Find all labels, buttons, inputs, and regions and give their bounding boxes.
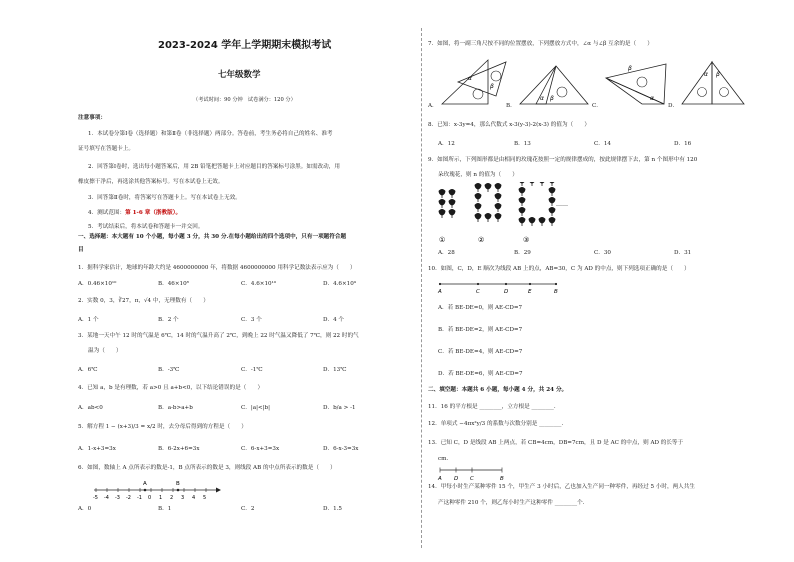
q9-rose-pattern	[436, 182, 576, 244]
segment-point-label: A	[438, 289, 442, 295]
q9-option-d[interactable]: D．31	[674, 250, 692, 256]
ruler-hole	[491, 71, 501, 81]
segment-point	[529, 283, 531, 285]
ruler-hole	[637, 77, 647, 87]
q9-stem-1: 9．如图所示，下列图形都是由相同的玫瑰花按照一定的规律摆成的，按此规律摆下去，第 n 个图形中有 120	[428, 157, 698, 163]
rose-flower	[439, 189, 446, 198]
segment-point	[505, 283, 507, 285]
q2-stem: 2．实数 0，3，∛27，π，√4 中，无理数有（ ）	[78, 298, 209, 304]
pattern-ellipsis: ……	[556, 201, 568, 208]
rose-flower	[495, 203, 502, 212]
note-2b: 橡皮擦干净后，再选涂其他答案标号。写在本试卷上无效。	[78, 179, 224, 185]
q9-option-a[interactable]: A．28	[438, 250, 455, 256]
note-4	[88, 210, 181, 217]
number-line-tick-label: 1	[159, 495, 163, 501]
q2-option-a[interactable]: A．1 个	[78, 317, 99, 323]
rose-flower	[519, 187, 526, 196]
rose-flower	[495, 193, 502, 202]
notes-heading: 注意事项：	[78, 115, 106, 121]
q7-figure-b	[516, 56, 592, 110]
q4-option-c[interactable]: C．|a|<|b|	[241, 405, 271, 411]
q10-segment-figure	[436, 278, 562, 298]
figure-3-label: ③	[523, 236, 530, 244]
rose-flower	[449, 199, 456, 208]
rose-flower	[519, 197, 526, 206]
segment-point	[555, 283, 557, 285]
q6-option-d[interactable]: D．1.5	[323, 506, 342, 512]
rose-flower	[519, 217, 526, 226]
rose-flower	[475, 183, 482, 192]
q8-stem: 8．已知：x-3y=4，那么代数式 x-3(y-3)-2(x-3) 的值为（ ）	[428, 122, 590, 128]
number-line-tick-label: 2	[170, 495, 174, 501]
q2-option-c[interactable]: C．3 个	[241, 317, 262, 323]
rose-flower	[539, 217, 546, 226]
rose-flowers	[439, 182, 556, 226]
q1-option-c[interactable]: C．4.6×10¹⁰	[241, 281, 277, 287]
rose-flower	[449, 189, 456, 198]
q4-option-a[interactable]: A．ab<0	[78, 405, 103, 411]
q2-option-b[interactable]: B．2 个	[158, 317, 179, 323]
rose-flower	[495, 213, 502, 222]
q3-option-b[interactable]: B．-3℃	[158, 367, 180, 373]
point-b-dot	[177, 489, 180, 492]
segment-point-label: B	[554, 289, 558, 295]
alpha-label: α	[468, 75, 472, 82]
number-line-tick-label: -2	[126, 495, 131, 501]
q10-option-c[interactable]: C．若 BE-DE=4，则 AE-CD=7	[438, 349, 523, 355]
segment-point-label: C	[476, 289, 480, 295]
number-line-tick-label: -3	[115, 495, 120, 501]
exam-title: 2023-2024 学年上学期期末模拟考试	[158, 40, 332, 51]
note-1b: 证号填写在答题卡上。	[78, 146, 134, 152]
triangle-ruler	[682, 62, 712, 104]
rose-flower	[439, 209, 446, 218]
rose-flower	[539, 182, 546, 186]
note-2a: 2．回答第Ⅰ卷时，选出每小题答案后，用 2B 铅笔把答题卡上对应题目的答案标号涂黑。如需改动，用	[88, 164, 340, 170]
q9-stem-2: 朵玫瑰花，则 n 的值为（ ）	[438, 172, 518, 178]
q6-option-c[interactable]: C．2	[241, 506, 255, 512]
number-line-arrow	[216, 488, 221, 493]
triangle-ruler	[442, 60, 488, 104]
number-line-tick-label: 5	[203, 495, 207, 501]
segment-point-label: D	[504, 289, 509, 295]
q6-option-b[interactable]: B．1	[158, 506, 172, 512]
beta-label: β	[628, 65, 632, 72]
q10-option-d[interactable]: D．若 BE-DE=6，则 AE-CD=7	[438, 371, 523, 377]
rose-flower	[475, 203, 482, 212]
q7-option-b[interactable]: B．	[506, 103, 516, 109]
rose-flower	[529, 182, 536, 186]
point-b-label: B	[176, 481, 180, 487]
q12-stem: 12．单项式 −4πx²y/3 的系数与次数分别是 ________.	[428, 421, 564, 427]
q14-stem-1: 14．甲每小时生产某种零件 15 个，甲生产 3 小时后，乙也加入生产同一种零件，再经过 5 小时，两人共生	[428, 484, 695, 490]
segment-point-label: B	[500, 476, 504, 482]
segment-points	[437, 283, 558, 295]
q5-option-c[interactable]: C．6-x+3=3x	[241, 446, 280, 452]
number-line-tick-label: -4	[104, 495, 109, 501]
alpha-label: α	[540, 95, 544, 102]
segment-point-label: C	[470, 476, 474, 482]
q5-stem: 5．解方程 1 − (x+3)/3 = x/2 时，去分母后得到的方程是（ ）	[78, 424, 247, 430]
rose-flower	[549, 197, 556, 206]
q1-option-d[interactable]: D．4.6×10⁹	[323, 281, 357, 287]
q10-option-a[interactable]: A．若 BE-DE=0，则 AE-CD=7	[438, 305, 523, 311]
rose-flower	[449, 209, 456, 218]
triangle-ruler	[712, 62, 744, 104]
q8-option-d[interactable]: D．16	[674, 141, 692, 147]
q4-stem: 4．已知 a，b 是有理数，若 a>0 且 a+b<0，以下结论错误的是（ ）	[78, 385, 264, 391]
rose-flower	[519, 182, 526, 186]
alpha-label: α	[704, 71, 708, 78]
number-line-tick-label: 0	[148, 495, 152, 501]
q13-stem-2: cm.	[438, 456, 449, 462]
q1-stem: 1．据科学家估计，地球的年龄大约是 4600000000 年，将数据 4600000000 用科学记数法表示应为（ ）	[78, 265, 356, 271]
segment-point	[477, 283, 479, 285]
q11-stem: 11．16 的平方根是 ________，立方根是 ________.	[428, 404, 556, 410]
q6-option-a[interactable]: A．0	[78, 506, 92, 512]
q8-option-c[interactable]: C．14	[594, 141, 611, 147]
q5-option-a[interactable]: A．1-x+3=3x	[78, 446, 116, 452]
q7-figure-a	[438, 56, 510, 110]
section2-heading: 二、填空题：本题共 6 小题，每小题 4 分，共 24 分。	[428, 387, 568, 393]
q13-stem-1: 13．已知 C，D 是线段 AB 上两点，若 CB=4cm，DB=7cm，且 D 是 AC 的中点，则 AD 的长等于	[428, 440, 684, 446]
alpha-label: α	[650, 95, 654, 102]
q6-stem: 6．如图，数轴上 A 点所表示的数是-1，B 点所表示的数是 3，则线段 AB 的中点所表示的数是（ ）	[78, 465, 336, 471]
q10-stem: 10．如图，C，D，E 顺次为线段 AB 上的点，AB=30，C 为 AD 的中点，则下列选项正确的是（ ）	[428, 266, 690, 272]
q7-option-d[interactable]: D．	[668, 103, 679, 109]
q10-option-b[interactable]: B．若 BE-DE=2，则 AE-CD=7	[438, 327, 523, 333]
triangle-ruler	[520, 66, 588, 104]
q3-stem-1: 3．某地一天中午 12 时的气温是 6℃，14 时的气温升高了 2℃，到晚上 22 时气温又降低了 7℃，则 22 时的气	[78, 333, 359, 339]
q3-option-a[interactable]: A．6℃	[78, 367, 98, 373]
rose-flower	[529, 217, 536, 226]
rose-flower	[475, 193, 482, 202]
q7-option-c[interactable]: C．	[592, 103, 602, 109]
triangle-ruler	[606, 64, 666, 104]
rose-flower	[475, 213, 482, 222]
segment-point-label: E	[528, 289, 532, 295]
q7-figure-d	[678, 56, 748, 110]
ruler-hole	[473, 89, 483, 99]
segment-point-label: A	[438, 476, 442, 482]
note-3: 3．回答第Ⅱ卷时，将答案写在答题卡上。写在本试卷上无效。	[88, 195, 241, 201]
exam-subject: 七年级数学	[218, 70, 261, 80]
section1-line2: 目	[78, 247, 84, 253]
q6-number-line	[92, 478, 222, 502]
rose-flower	[495, 183, 502, 192]
rose-flower	[549, 182, 556, 186]
q9-option-c[interactable]: C．30	[594, 250, 611, 256]
triangle-ruler	[606, 78, 664, 104]
segment-point	[439, 283, 441, 285]
q13-segment-figure	[436, 464, 506, 482]
q5-option-d[interactable]: D．6-x-3=3x	[323, 446, 359, 452]
ruler-hole	[720, 88, 729, 97]
q1-option-b[interactable]: B．46×10⁸	[158, 281, 189, 287]
figure-2-label: ②	[478, 236, 485, 244]
rose-flower	[549, 217, 556, 226]
point-a-label: A	[143, 481, 147, 487]
beta-label: β	[490, 83, 494, 90]
q3-option-c[interactable]: C．-1℃	[241, 367, 263, 373]
number-line-tick-label: -1	[137, 495, 142, 501]
beta-label: β	[550, 95, 554, 102]
number-line-tick-label: 4	[192, 495, 196, 501]
q7-option-a[interactable]: A．	[428, 103, 438, 109]
q5-option-b[interactable]: B．6-2x+6=3x	[158, 446, 200, 452]
number-line-tick-label: 3	[181, 495, 185, 501]
rose-flower	[485, 213, 492, 222]
q8-option-a[interactable]: A．12	[438, 141, 455, 147]
section1-line1: 一、选择题：本大题有 10 个小题，每小题 3 分，共 30 分.在每小题给出的四个选项中，只有一项题符合题	[78, 234, 347, 240]
rose-flower	[549, 207, 556, 216]
ruler-hole	[698, 88, 707, 97]
q3-option-d[interactable]: D．13℃	[323, 367, 347, 373]
number-line-tick-label: -5	[93, 495, 98, 501]
note-5: 5．考试结束后，将本试卷和答题卡一并交回。	[88, 224, 204, 230]
column-divider	[421, 28, 422, 548]
ruler-hole	[557, 87, 567, 97]
rose-flower	[519, 207, 526, 216]
q1-option-a[interactable]: A．0.46×10¹⁰	[78, 281, 117, 287]
segment-point-label: D	[454, 476, 459, 482]
q7-figure-c	[602, 56, 670, 110]
note-1a: 1．本试卷分第Ⅰ卷（选择题）和第Ⅱ卷（非选择题）两部分。答卷前，考生务必将自己的姓名、准考	[88, 131, 333, 137]
rose-flower	[485, 183, 492, 192]
note-4-range: 第 1-6 章（浙教版）。	[125, 210, 182, 216]
point-a-dot	[144, 489, 147, 492]
q4-option-b[interactable]: B．a-b>a+b	[158, 405, 193, 411]
exam-meta: （考试时间：90 分钟 试卷满分：120 分）	[193, 97, 296, 103]
beta-label: β	[716, 71, 720, 78]
q7-stem: 7．如图，将一副三角尺按不同的位置摆放，下列摆放方式中，∠α 与∠β 互余的是（ ）	[428, 41, 653, 47]
q2-option-d[interactable]: D．4 个	[323, 317, 345, 323]
figure-1-label: ①	[439, 236, 446, 244]
rose-flower	[549, 187, 556, 196]
note-4-prefix: 4．测试范围：	[88, 210, 126, 216]
q14-stem-2: 产这种零件 210 个，则乙每小时生产这种零件 ________个.	[438, 500, 585, 506]
q4-option-d[interactable]: D．b/a > -1	[323, 405, 356, 411]
rose-flower	[439, 199, 446, 208]
q9-option-b[interactable]: B．29	[514, 250, 531, 256]
q3-stem-2: 温为（ ）	[88, 348, 122, 354]
q8-option-b[interactable]: B．13	[514, 141, 531, 147]
